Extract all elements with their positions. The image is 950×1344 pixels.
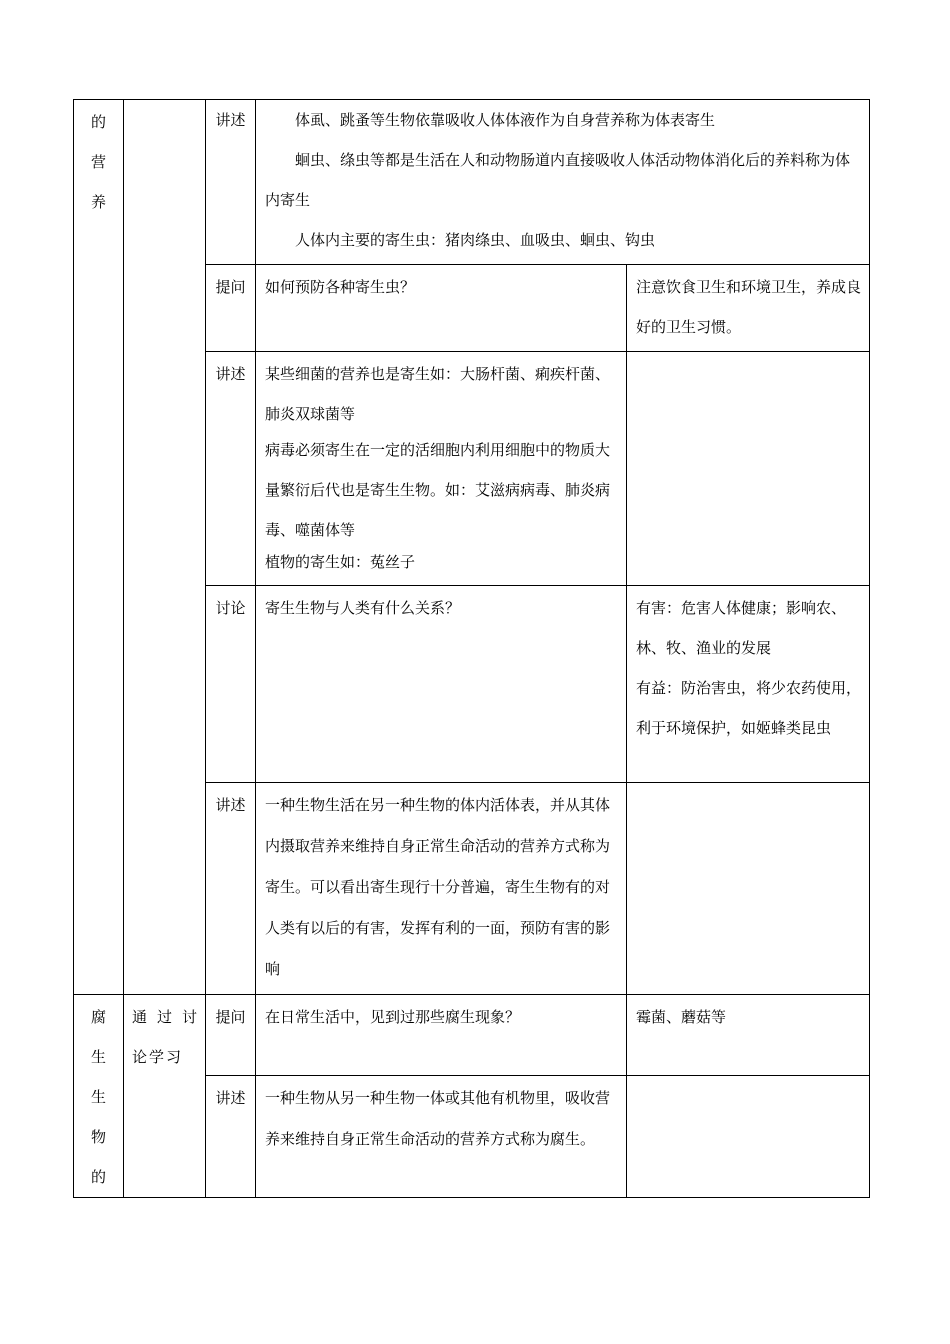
activity-cell: [206, 265, 256, 352]
content-paragraph: 如何预防各种寄生虫？: [265, 278, 416, 296]
answer-cell: [627, 352, 870, 586]
answer-text: 注意饮食卫生和环境卫生，养成良好的卫生习惯。: [636, 278, 862, 336]
lesson-table: [73, 99, 870, 1198]
content-paragraph: 一种生物生活在另一种生物的体内活体表，并从其体内摄取营养来维持自身正常生命活动的营养方式称为寄生。可以看出寄生现行十分普遍，寄生生物有的对人类有以后的有害，发挥有利的一面，预防有害的影响: [265, 796, 611, 978]
activity-cell: [206, 1075, 256, 1197]
topic-char: 物: [90, 1128, 106, 1146]
content-paragraph: 人体内主要的寄生虫：猪肉绦虫、血吸虫、蛔虫、钩虫: [295, 231, 656, 249]
table-row: [74, 995, 870, 1076]
activity-label: 讨论: [215, 599, 246, 617]
activity-cell: [206, 783, 256, 995]
activity-label: 讲述: [215, 796, 246, 814]
activity-label: 讲述: [215, 111, 246, 129]
content-paragraph: 病毒必须寄生在一定的活细胞内利用细胞中的物质大量繁衍后代也是寄生生物。如：艾滋病病毒、肺炎病毒、噬菌体等: [265, 441, 611, 539]
method-cell: [124, 100, 206, 995]
topic-cell: [74, 995, 124, 1198]
topic-char: 腐: [90, 1008, 106, 1026]
answer-cell: [627, 586, 870, 783]
topic-char: 营: [90, 153, 106, 171]
content-paragraph: 某些细菌的营养也是寄生如：大肠杆菌、痢疾杆菌、肺炎双球菌等: [265, 365, 611, 423]
activity-cell: [206, 352, 256, 586]
activity-cell: [206, 586, 256, 783]
answer-text: 霉菌、蘑菇等: [636, 1008, 727, 1026]
topic-cell: [74, 100, 124, 995]
content-paragraph: 寄生生物与人类有什么关系？: [265, 599, 461, 617]
content-cell: [256, 352, 627, 586]
answer-cell: [627, 1075, 870, 1197]
content-cell: [256, 1075, 627, 1197]
content-paragraph: 在日常生活中，见到过那些腐生现象？: [265, 1008, 521, 1026]
topic-char: 生: [90, 1048, 106, 1066]
content-cell: [256, 586, 627, 783]
content-paragraph: 一种生物从另一种生物一体或其他有机物里，吸收营养来维持自身正常生命活动的营养方式称为腐生。: [265, 1088, 611, 1148]
method-text: 通过讨论学习: [132, 1008, 199, 1066]
content-cell: [256, 995, 627, 1076]
content-cell: [256, 100, 870, 265]
answer-cell: [627, 265, 870, 352]
answer-cell: [627, 995, 870, 1076]
content-paragraph: 蛔虫、绦虫等都是生活在人和动物肠道内直接吸收人体活动物体消化后的养料称为体内寄生: [265, 151, 851, 209]
topic-char: 生: [90, 1088, 106, 1106]
activity-label: 讲述: [215, 365, 246, 383]
activity-cell: [206, 995, 256, 1076]
answer-cell: [627, 783, 870, 995]
answer-text: 有害：危害人体健康；影响农、林、牧、渔业的发展: [636, 599, 847, 657]
content-paragraph: 植物的寄生如：菟丝子: [265, 553, 416, 571]
content-paragraph: 体虱、跳蚤等生物依靠吸收人体体液作为自身营养称为体表寄生: [295, 111, 716, 129]
answer-text: 有益：防治害虫，将少农药使用，利于环境保护，如姬蜂类昆虫: [636, 679, 862, 737]
activity-label: 讲述: [215, 1088, 246, 1107]
topic-char: 养: [90, 193, 106, 211]
activity-label: 提问: [215, 278, 246, 296]
content-cell: [256, 783, 627, 995]
activity-cell: [206, 100, 256, 265]
table-row: [74, 100, 870, 265]
activity-label: 提问: [215, 1008, 246, 1026]
content-cell: [256, 265, 627, 352]
topic-char: 的: [90, 1168, 106, 1186]
method-cell: [124, 995, 206, 1198]
topic-char: 的: [90, 113, 106, 131]
